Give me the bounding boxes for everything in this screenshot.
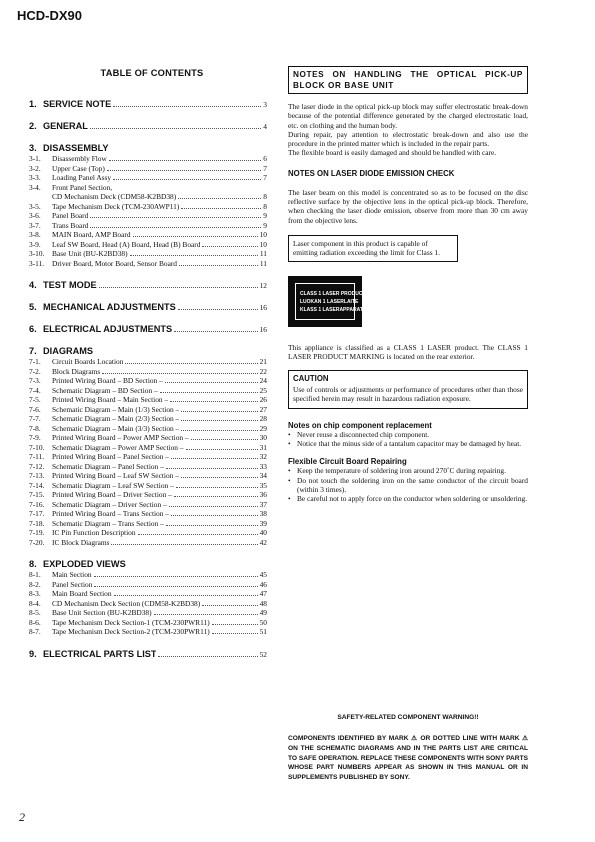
toc-entry-number: 7-6. <box>29 404 41 414</box>
toc-page-number: 34 <box>259 471 267 480</box>
toc-page-number: 21 <box>259 357 267 366</box>
toc-page-number: 12 <box>259 281 267 290</box>
leader-dots <box>186 448 258 450</box>
toc-entry-title: Schematic Diagram – Main (3/3) Section – <box>52 423 180 433</box>
toc-entry-number: 3-4. <box>29 182 41 192</box>
toc-entry-title: Schematic Diagram – Main (2/3) Section – <box>52 414 180 423</box>
toc-entry[interactable] <box>29 211 267 221</box>
toc-entry-number: 7-18. <box>29 518 45 528</box>
toc-page-number: 27 <box>259 404 267 414</box>
toc-entry-number: 3-8. <box>29 230 41 239</box>
toc-section-title: TEST MODE <box>43 280 97 290</box>
toc-entry[interactable] <box>29 443 267 453</box>
toc-page-number: 52 <box>259 649 267 659</box>
toc-entry-title: Circuit Boards Location <box>52 357 124 366</box>
toc-section-heading[interactable] <box>29 99 267 109</box>
leader-dots <box>181 207 261 209</box>
toc-entry-title: Printed Wiring Board – Main Section – <box>52 395 169 404</box>
toc-entry-title: Loading Panel Assy <box>52 173 112 182</box>
toc-entry-title: Printed Wiring Board – Trans Section – <box>52 509 169 518</box>
leader-dots <box>111 543 257 545</box>
toc-entry-title: Main Section <box>52 570 92 579</box>
toc-entry[interactable] <box>29 618 267 628</box>
leader-dots <box>178 308 258 310</box>
toc-page-number: 26 <box>259 395 267 404</box>
toc-entry-number: 8-3. <box>29 589 41 598</box>
toc-page-number: 40 <box>259 528 267 537</box>
toc-entry-title: IC Pin Function Description <box>52 528 136 537</box>
laser-emission-heading: NOTES ON LASER DIODE EMISSION CHECK <box>288 168 455 178</box>
toc-entry-title: Panel Section <box>52 579 93 589</box>
toc-entry-number: 3-9. <box>29 239 41 249</box>
toc-entry-title: MAIN Board, AMP Board <box>52 230 131 239</box>
toc-section-heading[interactable] <box>29 559 267 569</box>
chip-notes-list <box>288 430 528 449</box>
classification-paragraph: This appliance is classified as a CLASS 1 LASER product. The CLASS 1 LASER PRODUCT MARKING is located on the rear exterior. <box>288 342 528 361</box>
leader-dots <box>171 457 258 459</box>
leader-dots <box>158 655 257 657</box>
safety-warning <box>288 714 528 783</box>
toc-section <box>29 346 267 547</box>
toc-entry-number: 3-5. <box>29 201 41 211</box>
toc-entry-title: Driver Board, Motor Board, Sensor Board <box>52 258 178 268</box>
toc-entry-number: 7-12. <box>29 461 45 471</box>
toc-entry[interactable] <box>29 173 267 183</box>
leader-dots <box>130 254 258 256</box>
leader-dots <box>113 105 261 107</box>
leader-dots <box>94 575 258 577</box>
toc-entry-title: Schematic Diagram – Trans Section – <box>52 518 164 528</box>
toc-entry-number: 7-10. <box>29 442 45 452</box>
toc-page-number: 25 <box>259 385 267 395</box>
toc-page-number: 9 <box>263 211 267 220</box>
leader-dots <box>212 632 258 634</box>
toc-page-number: 42 <box>259 537 267 547</box>
leader-dots <box>102 372 257 374</box>
toc-page-number: 49 <box>259 608 267 617</box>
leader-dots <box>174 495 258 497</box>
toc-entry[interactable] <box>29 452 267 462</box>
toc-section-number: 5. <box>29 302 37 312</box>
safety-warning-title: SAFETY-RELATED COMPONENT WARNING!! <box>337 714 479 721</box>
leader-dots <box>99 286 258 288</box>
toc-entry-number: 7-7. <box>29 414 41 423</box>
toc-section-title: DISASSEMBLY <box>43 143 109 153</box>
toc-section-title: EXPLODED VIEWS <box>43 559 126 569</box>
toc-section <box>29 559 267 637</box>
toc-entry-title: Front Panel Section, <box>52 182 113 192</box>
leader-dots <box>154 613 258 615</box>
leader-dots <box>181 476 258 478</box>
toc-section-number: 1. <box>29 99 37 109</box>
toc-entry-number: 8-7. <box>29 627 41 636</box>
toc-entry-number: 7-14. <box>29 480 45 490</box>
list-item: • Notice that the minus side of a tantalum capacitor may be damaged by heat. <box>288 439 528 448</box>
toc-subsection-list <box>29 154 267 268</box>
toc-section-heading[interactable] <box>29 324 267 334</box>
toc-entry-number: 8-5. <box>29 608 41 617</box>
toc-entry[interactable] <box>29 376 267 386</box>
toc-entry[interactable] <box>29 192 267 202</box>
toc-entry-number: 3-11. <box>29 258 45 268</box>
toc-page-number: 31 <box>259 442 267 452</box>
toc-entry-number: 7-16. <box>29 499 45 509</box>
toc-section <box>29 99 267 109</box>
list-item: • Never reuse a disconnected chip component. <box>288 430 528 439</box>
toc-page-number: 16 <box>259 325 267 334</box>
caution-text: Use of controls or adjustments or performance of procedures other than those specified herein may result in hazardous radiation exposure. <box>293 385 523 404</box>
toc-entry-number: 7-17. <box>29 509 45 518</box>
leader-dots <box>90 127 261 129</box>
toc-entry[interactable] <box>29 240 267 250</box>
leader-dots <box>166 467 258 469</box>
toc-entry-title: CD Mechanism Deck (CDM58-K2BD38) <box>52 192 177 201</box>
toc-section-number: 6. <box>29 324 37 334</box>
toc-page-number: 38 <box>259 509 267 518</box>
toc-page-number: 37 <box>259 499 267 509</box>
laser-emission-paragraph: The laser beam on this model is concentrated so as to be focused on the disc reflective surface by the objective lens in the optical pick-up block. Therefore, when checking the laser diode emission, observe from more than 30 cm away from the objective lens. <box>288 187 528 225</box>
toc-entry-title: Schematic Diagram – BD Section – <box>52 385 158 395</box>
toc-section <box>29 280 267 290</box>
toc-section-heading[interactable] <box>29 280 267 290</box>
toc-entry-number: 7-4. <box>29 385 41 395</box>
toc-entry[interactable] <box>29 538 267 548</box>
toc-entry[interactable] <box>29 570 267 580</box>
toc-page-number: 45 <box>259 570 267 579</box>
toc-section <box>29 302 267 312</box>
toc-entry[interactable] <box>29 424 267 434</box>
toc-entry-number: 7-9. <box>29 433 41 442</box>
toc-page-number: 16 <box>259 303 267 312</box>
toc-page-number: 29 <box>259 423 267 433</box>
laser-label-line: CLASS 1 LASER PRODUCT <box>300 290 366 297</box>
leader-dots <box>90 226 261 228</box>
toc-entry[interactable] <box>29 608 267 618</box>
leader-dots <box>113 178 261 180</box>
leader-dots <box>178 197 261 199</box>
toc-entry[interactable] <box>29 599 267 609</box>
toc-page-number: 32 <box>259 452 267 461</box>
toc-entry[interactable] <box>29 221 267 231</box>
toc-entry-title: Printed Wiring Board – Leaf SW Section – <box>52 471 179 480</box>
toc-entry-number: 7-5. <box>29 395 41 404</box>
toc-entry[interactable] <box>29 627 267 637</box>
flex-repair-heading: Flexible Circuit Board Repairing <box>288 457 407 467</box>
toc-entry[interactable] <box>29 490 267 500</box>
toc-entry-number: 7-20. <box>29 537 45 547</box>
toc-page-number: 28 <box>259 414 267 423</box>
toc-page-number: 11 <box>259 258 267 268</box>
toc-page-number: 7 <box>263 173 267 182</box>
toc-entry-title: Upper Case (Top) <box>52 163 105 173</box>
list-item: • Do not touch the soldering iron on the same conductor of the circuit board (within 3 times). <box>288 476 528 495</box>
toc-entry-title: Printed Wiring Board – BD Section – <box>52 376 163 385</box>
leader-dots <box>94 585 257 587</box>
leader-dots <box>114 594 258 596</box>
toc-page-number: 7 <box>263 163 267 173</box>
toc-entry[interactable] <box>29 589 267 599</box>
toc-section-number: 8. <box>29 559 37 569</box>
toc-section-number: 2. <box>29 121 37 131</box>
toc-page-number: 6 <box>263 154 267 163</box>
toc-entry-title: Main Board Section <box>52 589 112 598</box>
toc-section-number: 9. <box>29 648 37 659</box>
leader-dots <box>138 533 258 535</box>
model-number: HCD-DX90 <box>17 8 83 23</box>
toc-entry-title: Block Diagrams <box>52 366 101 376</box>
leader-dots <box>181 429 257 431</box>
toc-section-number: 4. <box>29 280 37 290</box>
toc-entry[interactable] <box>29 414 267 424</box>
toc-entry[interactable] <box>29 405 267 415</box>
caution-title: CAUTION <box>293 374 329 384</box>
toc-entry-number: 7-2. <box>29 366 41 376</box>
toc-entry-title: Schematic Diagram – Leaf SW Section – <box>52 480 174 490</box>
toc-entry-title: Tape Mechanism Deck Section-2 (TCM-230PWR11) <box>52 627 210 636</box>
toc-entry[interactable] <box>29 249 267 259</box>
toc-page-number: 10 <box>259 239 267 249</box>
toc-page-number: 50 <box>259 617 267 627</box>
toc-page-number: 11 <box>259 249 267 258</box>
toc-entry-title: Tape Mechanism Deck (TCM-230AWP11) <box>52 201 180 211</box>
toc-page-number: 8 <box>263 192 267 201</box>
toc-section-number: 3. <box>29 143 37 153</box>
toc-entry[interactable] <box>29 509 267 519</box>
leader-dots <box>107 169 261 171</box>
toc-page-number: 30 <box>259 433 267 442</box>
toc-entry[interactable] <box>29 481 267 491</box>
leader-dots <box>166 524 258 526</box>
toc-page-number: 46 <box>259 579 267 589</box>
toc-section <box>29 324 267 334</box>
toc-entry-title: Printed Wiring Board – Panel Section – <box>52 452 169 461</box>
laser-label-line: LUOKAN 1 LASERLAITE <box>300 298 359 305</box>
toc-entry[interactable] <box>29 433 267 443</box>
toc-entry-number: 3-6. <box>29 211 41 220</box>
toc-page-number: 47 <box>259 589 267 598</box>
flex-repair-list <box>288 466 528 503</box>
toc-entry-number: 7-19. <box>29 528 45 537</box>
toc-subsection-list <box>29 357 267 547</box>
toc-entry[interactable] <box>29 202 267 212</box>
toc-entry-title: CD Mechanism Deck Section (CDM58-K2BD38) <box>52 598 201 608</box>
table-of-contents <box>29 68 267 671</box>
toc-section-heading[interactable] <box>29 346 267 356</box>
toc-entry[interactable] <box>29 259 267 269</box>
toc-page-number: 3 <box>263 100 267 109</box>
toc-entry-number: 8-1. <box>29 570 41 579</box>
toc-entry-number: 7-11. <box>29 452 45 461</box>
optical-pickup-notes-heading: NOTES ON HANDLING THE OPTICAL PICK-UP BLOCK OR BASE UNIT <box>288 66 528 94</box>
toc-entry-number: 7-1. <box>29 357 41 366</box>
toc-entry-title: Tape Mechanism Deck Section-1 (TCM-230PWR11) <box>52 617 210 627</box>
toc-section-title: MECHANICAL ADJUSTMENTS <box>43 302 176 312</box>
toc-entry-number: 7-8. <box>29 423 41 433</box>
toc-section-heading[interactable] <box>29 302 267 312</box>
toc-entry[interactable] <box>29 395 267 405</box>
toc-entry[interactable] <box>29 164 267 174</box>
toc-entry-title: Printed Wiring Board – Power AMP Section – <box>52 433 189 442</box>
leader-dots <box>165 381 258 383</box>
toc-page-number: 22 <box>259 366 267 376</box>
toc-section-title: GENERAL <box>43 121 88 131</box>
toc-entry[interactable] <box>29 580 267 590</box>
toc-entry-number: 8-4. <box>29 598 41 608</box>
leader-dots <box>174 330 257 332</box>
toc-entry[interactable] <box>29 230 267 240</box>
list-item: • Be careful not to apply force on the conductor when soldering or unsoldering. <box>288 494 528 503</box>
leader-dots <box>125 362 257 364</box>
leader-dots <box>212 623 258 625</box>
optical-note-paragraph: The laser diode in the optical pick-up block may suffer electrostatic break-down because of the potential difference generated by the charged electrostatic load, etc. on clothing and the human body. <box>288 102 528 130</box>
toc-entry-number: 3-2. <box>29 163 41 173</box>
toc-page-number: 4 <box>263 122 267 131</box>
toc-subsection-list <box>29 570 267 637</box>
leader-dots <box>133 235 258 237</box>
leader-dots <box>169 505 258 507</box>
leader-dots <box>170 400 257 402</box>
toc-entry[interactable] <box>29 183 267 193</box>
toc-entry-title: Schematic Diagram – Panel Section – <box>52 461 164 471</box>
notes-column <box>288 66 528 504</box>
page-number: 2 <box>19 810 25 824</box>
list-item: • Keep the temperature of soldering iron around 270˚C during repairing. <box>288 466 528 475</box>
safety-warning-text: COMPONENTS IDENTIFIED BY MARK ⚠ OR DOTTED LINE WITH MARK ⚠ ON THE SCHEMATIC DIAGRAMS AND IN THE PARTS LIST ARE CRITICAL TO SAFE OPERATION. REPLACE THESE COMPONENTS WITH SONY PARTS WHOSE PART NUMBERS APPEAR AS SHOWN IN THIS MANUAL OR IN SUPPLEMENTS PUBLISHED BY SONY. <box>288 735 528 782</box>
optical-note-paragraph: During repair, pay attention to electrostatic break-down and also use the procedure in the printed matter which is included in the repair parts. <box>288 129 528 149</box>
toc-section-heading[interactable] <box>29 121 267 131</box>
toc-section-heading[interactable] <box>29 143 267 153</box>
toc-entry-number: 3-3. <box>29 173 41 182</box>
toc-page-number: 51 <box>259 627 267 636</box>
optical-note-paragraph: The flexible board is easily damaged and should be handled with care. <box>288 148 497 158</box>
toc-page-number: 39 <box>259 518 267 528</box>
laser-warning-box: Laser component in this product is capable of emitting radiation exceeding the limit for Class 1. <box>288 235 458 262</box>
toc-entry[interactable] <box>29 154 267 164</box>
leader-dots <box>160 391 258 393</box>
toc-entry[interactable] <box>29 471 267 481</box>
leader-dots <box>179 264 258 266</box>
toc-section <box>29 121 267 131</box>
toc-section-title: ELECTRICAL PARTS LIST <box>43 648 157 659</box>
caution-box <box>288 370 528 409</box>
toc-page-number: 8 <box>263 201 267 211</box>
toc-entry-title: Schematic Diagram – Main (1/3) Section – <box>52 404 180 414</box>
toc-entry-title: IC Block Diagrams <box>52 537 110 547</box>
toc-page-number: 36 <box>259 490 267 499</box>
toc-entry-title: Leaf SW Board, Head (A) Board, Head (B) Board <box>52 239 201 249</box>
leader-dots <box>202 245 257 247</box>
toc-entry-title: Base Unit Section (BU-K2BD38) <box>52 608 152 617</box>
toc-entry-title: Printed Wiring Board – Driver Section – <box>52 490 172 499</box>
toc-section-title: ELECTRICAL ADJUSTMENTS <box>43 324 173 334</box>
toc-entry-title: Panel Board <box>52 211 89 220</box>
toc-entry-number: 7-3. <box>29 376 41 385</box>
toc-page-number: 9 <box>263 220 267 230</box>
toc-entry[interactable] <box>29 367 267 377</box>
toc-entry-number: 3-10. <box>29 249 45 258</box>
toc-entry-title: Base Unit (BU-K2BD38) <box>52 249 128 258</box>
laser-label-line: KLASS 1 LASERAPPARAT <box>300 306 363 313</box>
toc-page-number: 48 <box>259 598 267 608</box>
class1-laser-label-image <box>288 276 366 327</box>
toc-entry-number: 8-2. <box>29 579 41 589</box>
toc-entry-title: Schematic Diagram – Driver Section – <box>52 499 167 509</box>
toc-title: TABLE OF CONTENTS <box>100 68 204 78</box>
leader-dots <box>181 410 257 412</box>
toc-entry-title: Trans Board <box>52 220 89 230</box>
toc-entry[interactable] <box>29 519 267 529</box>
toc-section <box>29 649 267 659</box>
toc-entry-number: 3-1. <box>29 154 41 163</box>
toc-entry-number: 7-15. <box>29 490 45 499</box>
leader-dots <box>202 604 257 606</box>
leader-dots <box>109 159 261 161</box>
toc-entry-number: 3-7. <box>29 220 41 230</box>
toc-section-heading[interactable] <box>29 649 267 659</box>
toc-section <box>29 143 267 268</box>
toc-entry[interactable] <box>29 500 267 510</box>
toc-page-number: 35 <box>259 480 267 490</box>
toc-entry[interactable] <box>29 462 267 472</box>
toc-entry[interactable] <box>29 528 267 538</box>
toc-page-number: 24 <box>259 376 267 385</box>
leader-dots <box>181 419 257 421</box>
toc-page-number: 10 <box>259 230 267 239</box>
leader-dots <box>90 216 261 218</box>
leader-dots <box>176 486 258 488</box>
toc-section-title: DIAGRAMS <box>43 346 94 356</box>
leader-dots <box>191 438 258 440</box>
toc-section-number: 7. <box>29 346 37 356</box>
toc-entry[interactable] <box>29 357 267 367</box>
toc-page-number: 33 <box>259 461 267 471</box>
toc-sections <box>29 99 267 659</box>
toc-entry-title: Schematic Diagram – Power AMP Section – <box>52 442 184 452</box>
toc-entry-number: 7-13. <box>29 471 45 480</box>
toc-entry-title: Disassembly Flow <box>52 154 107 163</box>
toc-entry[interactable] <box>29 386 267 396</box>
toc-entry-number: 8-6. <box>29 617 41 627</box>
leader-dots <box>171 514 258 516</box>
toc-section-title: SERVICE NOTE <box>43 99 112 109</box>
chip-notes-heading: Notes on chip component replacement <box>288 420 432 430</box>
